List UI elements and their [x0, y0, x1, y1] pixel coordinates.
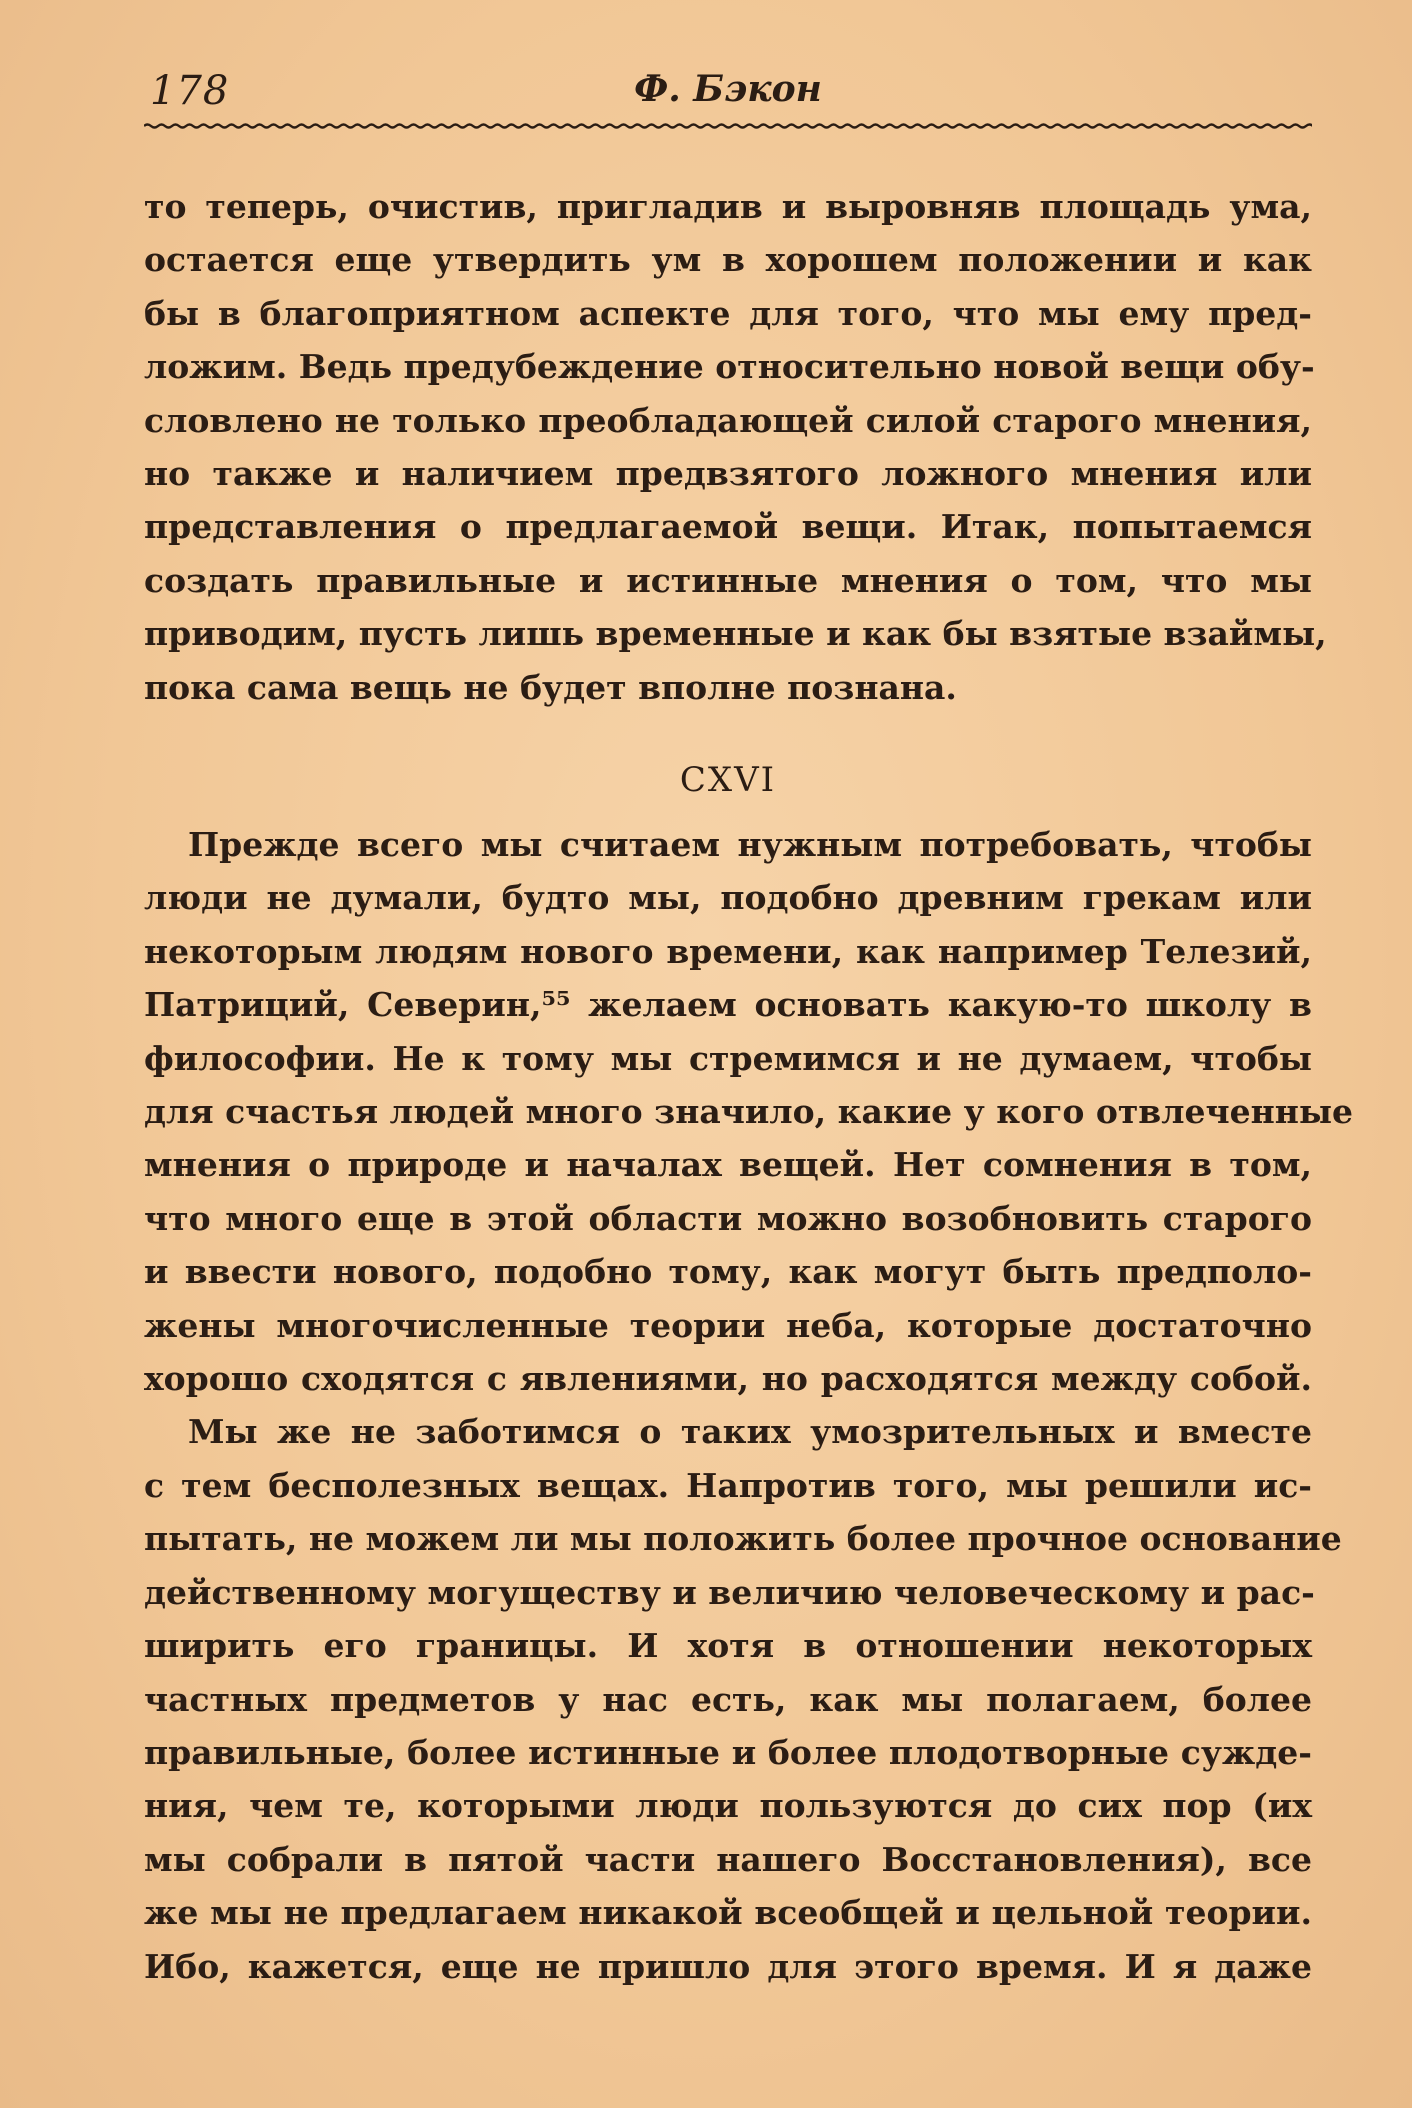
text-line: пока сама вещь не будет вполне познана.: [144, 667, 957, 707]
text-line: с тем бесполезных вещах. Напротив того, мы решили ис-: [144, 1465, 1312, 1505]
running-head: Ф. Бэкон: [634, 68, 822, 110]
text-line: представления о предлагаемой вещи. Итак, попытаемся: [144, 507, 1312, 547]
text-line: Прежде всего мы считаем нужным потребовать, чтобы: [188, 825, 1312, 864]
text-line: же мы не предлагаем никакой всеобщей и цельной теории.: [144, 1893, 1312, 1933]
text-line: правильные, более истинные и более плодотворные сужде-: [144, 1732, 1312, 1772]
text-line: Ибо, кажется, еще не пришло для этого время. И я даже: [144, 1946, 1312, 1986]
text-line: и ввести нового, подобно тому, как могут быть предполо-: [144, 1252, 1312, 1292]
text-line: хорошо сходятся с явлениями, но расходятся между собой.: [144, 1359, 1312, 1399]
text-line: но также и наличием предвзятого ложного мнения или: [144, 454, 1312, 494]
text-line: философии. Не к тому мы стремимся и не думаем, чтобы: [144, 1038, 1312, 1078]
text-line: Патриций, Северин,⁵⁵ желаем основать какую-то школу в: [144, 985, 1312, 1025]
text-line: Мы же не заботимся о таких умозрительных и вместе: [188, 1412, 1312, 1452]
text-line: ширить его границы. И хотя в отношении некоторых: [144, 1626, 1312, 1666]
text-line: пытать, не можем ли мы положить более прочное основание: [144, 1519, 1342, 1559]
text-line: частных предметов у нас есть, как мы полагаем, более: [144, 1679, 1312, 1719]
paragraph-2-and-3: [144, 818, 1354, 1993]
text-line: люди не думали, будто мы, подобно древним грекам или: [144, 878, 1312, 918]
text-line: создать правильные и истинные мнения о том, что мы: [144, 560, 1312, 600]
text-line: для счастья людей много значило, какие у кого отвлеченные: [144, 1092, 1354, 1132]
text-line: ложим. Ведь предубеждение относительно новой вещи обу-: [144, 347, 1315, 387]
page-number: 178: [150, 68, 230, 114]
text-line: ния, чем те, которыми люди пользуются до сих пор (их: [144, 1786, 1312, 1826]
wavy-header-rule: [144, 118, 1312, 134]
text-line: остается еще утвердить ум в хорошем положении и как: [144, 240, 1312, 280]
text-line: мы собрали в пятой части нашего Восстановления), все: [144, 1839, 1312, 1879]
text-line: бы в благоприятном аспекте для того, что мы ему пред-: [144, 293, 1312, 333]
paragraph-1: [144, 180, 1327, 714]
section-heading: CXVI: [679, 760, 777, 800]
text-line: словлено не только преобладающей силой старого мнения,: [144, 400, 1312, 440]
text-line: некоторым людям нового времени, как например Телезий,: [144, 931, 1312, 971]
text-line: что много еще в этой области можно возобновить старого: [144, 1198, 1312, 1238]
text-line: жены многочисленные теории неба, которые достаточно: [144, 1305, 1312, 1345]
text-line: приводим, пусть лишь временные и как бы взятые взаймы,: [144, 614, 1327, 654]
text-line: мнения о природе и началах вещей. Нет сомнения в том,: [144, 1145, 1312, 1185]
text-line: действенному могуществу и величию человеческому и рас-: [144, 1572, 1315, 1612]
page-header: [144, 62, 1312, 122]
text-line: то теперь, очистив, пригладив и выровняв площадь ума,: [144, 187, 1312, 226]
